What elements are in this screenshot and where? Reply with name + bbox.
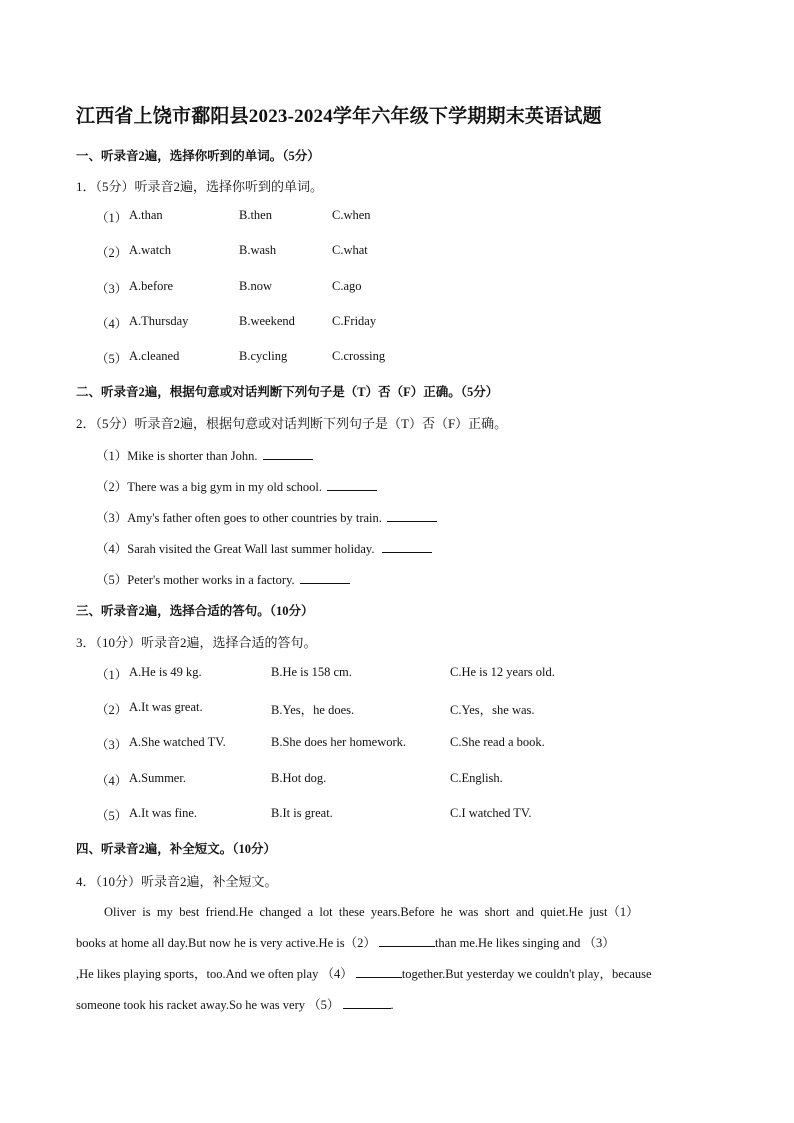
item-number: （3）	[96, 511, 128, 525]
passage-text: ,He likes playing sports，too.And we often play （4）	[76, 967, 353, 981]
answer-blank[interactable]	[327, 478, 377, 491]
judgement-item	[96, 508, 437, 526]
option-a: A.He is 49 kg.	[129, 665, 202, 679]
passage-text: books at home all day.But now he is very active.He is（2）	[76, 936, 376, 950]
judgement-item	[96, 477, 377, 495]
option-c: C.Yes，she was.	[450, 703, 535, 717]
choice-row	[96, 208, 756, 228]
choice-row	[96, 771, 756, 791]
choice-row	[96, 700, 756, 720]
option-c: C.Friday	[332, 314, 377, 328]
item-number: （1）	[96, 211, 128, 225]
passage-text: someone took his racket away.So he was very （5）	[76, 998, 340, 1012]
question-3: 3．（10分）听录音2遍，选择合适的答句。	[76, 635, 317, 650]
item-number: （4）	[96, 774, 128, 788]
option-a: A.cleaned	[129, 349, 180, 363]
passage-line-2	[76, 933, 718, 951]
option-c: C.He is 12 years old.	[450, 665, 555, 679]
passage-text: .	[390, 998, 394, 1012]
answer-blank[interactable]	[300, 571, 350, 584]
item-number: （4）	[96, 542, 128, 556]
page-title: 江西省上饶市鄱阳县2023-2024学年六年级下学期期末英语试题	[76, 106, 602, 127]
item-text: There was a big gym in my old school.	[127, 480, 323, 494]
option-b: B.Yes，he does.	[271, 703, 355, 717]
option-c: C.I watched TV.	[450, 806, 532, 820]
item-text: Mike is shorter than John.	[127, 449, 258, 463]
option-b: B.wash	[239, 243, 277, 257]
item-text: Amy's father often goes to other countries by train.	[127, 511, 382, 525]
item-number: （2）	[96, 480, 128, 494]
option-b: B.cycling	[239, 349, 288, 363]
option-a: A.watch	[129, 243, 171, 257]
option-b: B.now	[239, 279, 272, 293]
section-heading-4: 四、听录音2遍，补全短文。（10分）	[76, 842, 277, 856]
option-b: B.Hot dog.	[271, 771, 327, 785]
answer-blank-5[interactable]	[343, 996, 391, 1009]
option-b: B.then	[239, 208, 272, 222]
option-a: A.than	[129, 208, 163, 222]
choice-row	[96, 243, 756, 263]
item-text: Peter's mother works in a factory.	[127, 573, 295, 587]
question-4: 4．（10分）听录音2遍，补全短文。	[76, 874, 278, 889]
option-a: A.before	[129, 279, 174, 293]
option-a: A.Summer.	[129, 771, 186, 785]
question-1: 1．（5分）听录音2遍，选择你听到的单词。	[76, 179, 324, 194]
passage-text: than me.He likes singing and （3）	[434, 936, 615, 950]
option-a: A.Thursday	[129, 314, 189, 328]
option-c: C.ago	[332, 279, 362, 293]
judgement-item	[96, 539, 432, 557]
option-c: C.English.	[450, 771, 503, 785]
option-b: B.She does her homework.	[271, 735, 407, 749]
item-number: （2）	[96, 703, 128, 717]
passage-line-3	[76, 964, 718, 982]
option-c: C.crossing	[332, 349, 386, 363]
answer-blank-4[interactable]	[356, 965, 402, 978]
choice-row	[96, 735, 756, 755]
option-a: A.It was fine.	[129, 806, 198, 820]
item-number: （1）	[96, 449, 128, 463]
passage-text: together.But yesterday we couldn't play，because	[401, 967, 652, 981]
question-2: 2．（5分）听录音2遍，根据句意或对话判断下列句子是（T）否（F）正确。	[76, 416, 508, 431]
option-b: B.It is great.	[271, 806, 333, 820]
option-a: A.It was great.	[129, 700, 203, 714]
option-c: C.when	[332, 208, 371, 222]
item-number: （1）	[96, 668, 128, 682]
answer-blank-2[interactable]	[379, 934, 435, 947]
item-text: Sarah visited the Great Wall last summer holiday.	[127, 542, 375, 556]
item-number: （5）	[96, 809, 128, 823]
item-number: （5）	[96, 573, 128, 587]
judgement-item	[96, 446, 313, 464]
section-heading-2: 二、听录音2遍，根据句意或对话判断下列句子是（T）否（F）正确。（5分）	[76, 385, 499, 399]
section-heading-1: 一、听录音2遍，选择你听到的单词。（5分）	[76, 149, 320, 163]
passage-line-1: Oliver is my best friend.He changed a lot these years.Before he was short and quiet.He just（1）	[104, 905, 639, 919]
choice-row	[96, 314, 756, 334]
passage-line-4	[76, 995, 718, 1013]
judgement-item	[96, 570, 350, 588]
option-c: C.She read a book.	[450, 735, 545, 749]
answer-blank[interactable]	[382, 540, 432, 553]
item-number: （2）	[96, 246, 128, 260]
option-b: B.He is 158 cm.	[271, 665, 352, 679]
option-c: C.what	[332, 243, 368, 257]
section-heading-3: 三、听录音2遍，选择合适的答句。（10分）	[76, 604, 314, 618]
choice-row	[96, 279, 756, 299]
item-number: （5）	[96, 352, 128, 366]
choice-row	[96, 665, 756, 685]
item-number: （3）	[96, 738, 128, 752]
item-number: （3）	[96, 282, 128, 296]
answer-blank[interactable]	[263, 447, 313, 460]
choice-row	[96, 349, 756, 369]
option-b: B.weekend	[239, 314, 295, 328]
option-a: A.She watched TV.	[129, 735, 226, 749]
item-number: （4）	[96, 317, 128, 331]
answer-blank[interactable]	[387, 509, 437, 522]
choice-row	[96, 806, 756, 826]
